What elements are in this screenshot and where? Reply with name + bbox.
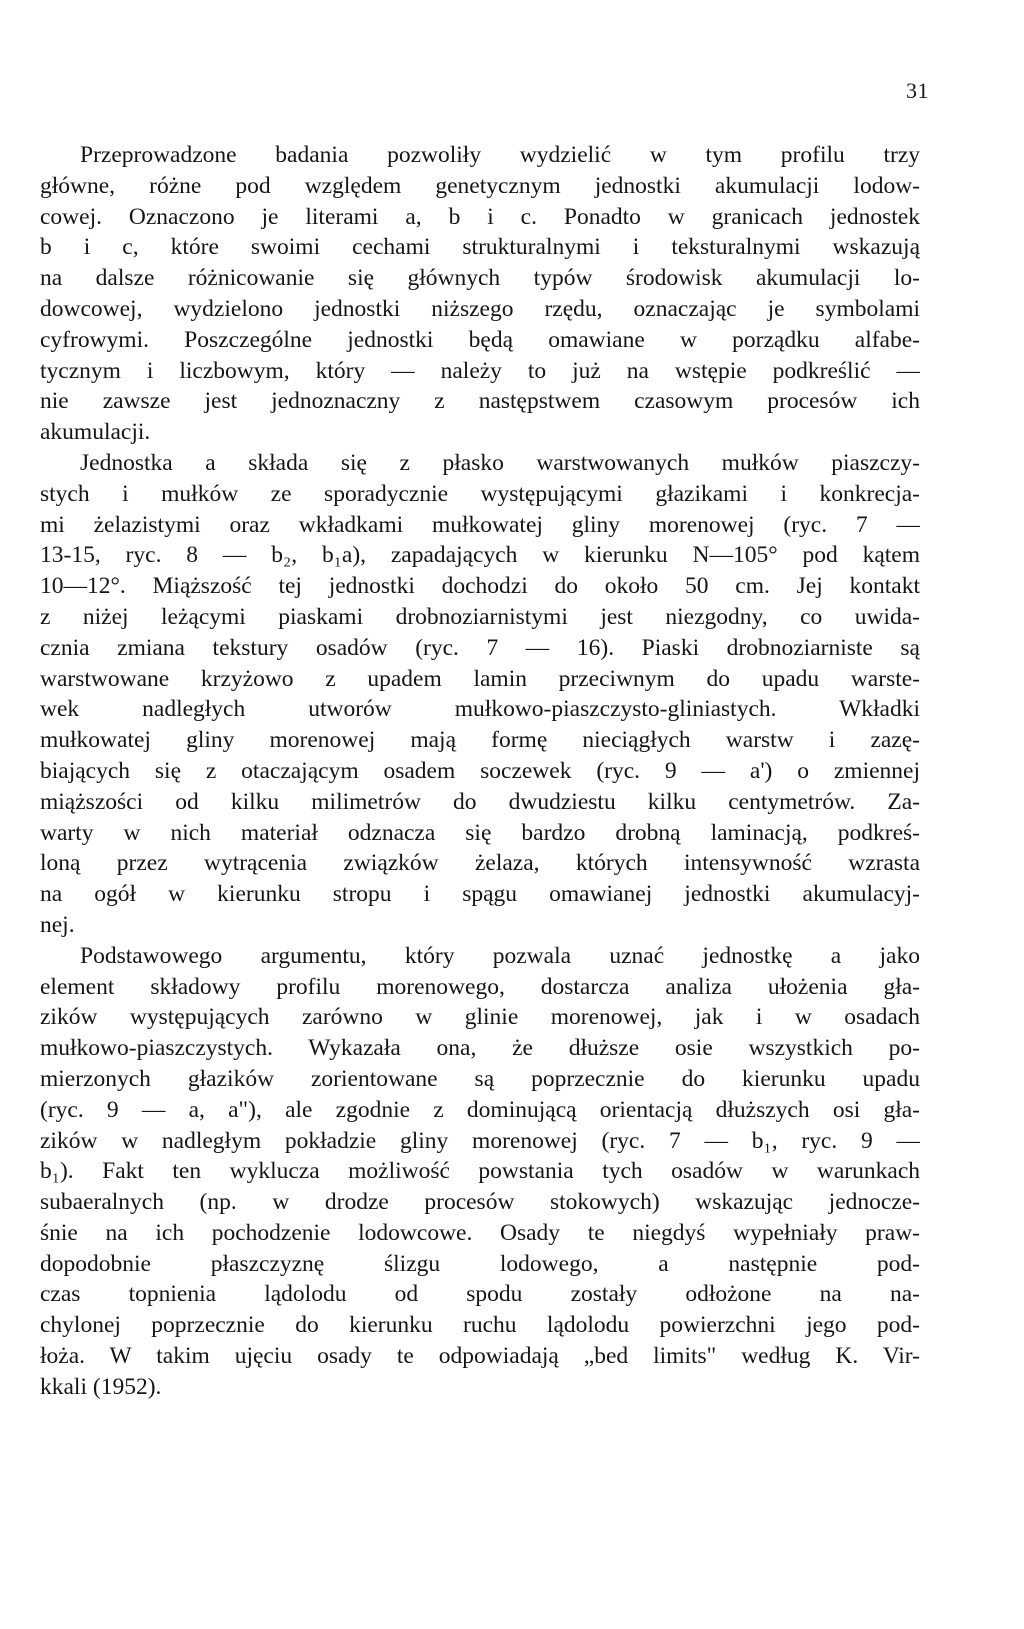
text-line: warty w nich materiał odznacza się bardzo drobną laminacją, podkreś- — [40, 819, 920, 846]
text-line: z niżej leżącymi piaskami drobnoziarnistymi jest niezgodny, co uwida- — [40, 603, 920, 630]
text-line: nej. — [40, 911, 75, 938]
text-line: cznia zmiana tekstury osadów (ryc. 7 — 16). Piaski drobnoziarniste są — [40, 634, 920, 661]
text-line: wek nadległych utworów mułkowo-piaszczysto-gliniastych. Wkładki — [40, 696, 920, 723]
text-line: b i c, które swoimi cechami strukturalnymi i teksturalnymi wskazują — [40, 234, 920, 261]
text-line: kkali (1952). — [40, 1373, 162, 1400]
text-line: Jednostka a składa się z płasko warstwowanych mułków piaszczy- — [80, 449, 920, 476]
paragraph — [40, 941, 920, 1403]
text-line: dowcowej, wydzielono jednostki niższego rzędu, oznaczając je symbolami — [40, 295, 920, 322]
text-line: subaeralnych (np. w drodze procesów stokowych) wskazując jednocze- — [40, 1189, 920, 1216]
text-line: 10—12°. Miąższość tej jednostki dochodzi do około 50 cm. Jej kontakt — [40, 573, 920, 600]
text-line: zików w nadległym pokładzie gliny morenowej (ryc. 7 — b₁, ryc. 9 — — [40, 1127, 920, 1154]
text-line: 13-15, ryc. 8 — b₂, b₁a), zapadających w kierunku N—105° pod kątem — [40, 542, 920, 569]
text-line: mułkowo-piaszczystych. Wykazała ona, że dłuższe osie wszystkich po- — [40, 1035, 920, 1062]
text-line: na dalsze różnicowanie się głównych typów środowisk akumulacji lo- — [40, 265, 920, 292]
text-line: Podstawowego argumentu, który pozwala uznać jednostkę a jako — [80, 942, 920, 969]
text-line: chylonej poprzecznie do kierunku ruchu lądolodu powierzchni jego pod- — [40, 1312, 920, 1339]
text-line: biających się z otaczającym osadem soczewek (ryc. 9 — a') o zmiennej — [40, 757, 920, 784]
text-line: miąższości od kilku milimetrów do dwudziestu kilku centymetrów. Za- — [40, 788, 920, 815]
paragraph — [40, 140, 920, 448]
text-line: warstwowane krzyżowo z upadem lamin przeciwnym do upadu warste- — [40, 665, 920, 692]
text-line: czas topnienia lądolodu od spodu zostały odłożone na na- — [40, 1281, 920, 1308]
text-line: mi żelazistymi oraz wkładkami mułkowatej gliny morenowej (ryc. 7 — — [40, 511, 920, 538]
text-line: akumulacji. — [40, 419, 151, 446]
text-line: śnie na ich pochodzenie lodowcowe. Osady te niegdyś wypełniały praw- — [40, 1219, 920, 1246]
text-line: b₁). Fakt ten wyklucza możliwość powstania tych osadów w warunkach — [40, 1158, 920, 1185]
text-line: stych i mułków ze sporadycznie występującymi głazikami i konkrecja- — [40, 480, 920, 507]
text-line: dopodobnie płaszczyznę ślizgu lodowego, a następnie pod- — [40, 1250, 920, 1277]
text-line: Przeprowadzone badania pozwoliły wydzielić w tym profilu trzy — [80, 142, 920, 168]
page-number: 31 — [906, 78, 929, 103]
text-line: tycznym i liczbowym, który — należy to już na wstępie podkreślić — — [40, 357, 920, 384]
text-line: łoża. W takim ujęciu osady te odpowiadają „bed limits" według K. Vir- — [40, 1343, 920, 1370]
text-line: mułkowatej gliny morenowej mają formę nieciągłych warstw i zazę- — [40, 727, 920, 754]
text-line: element składowy profilu morenowego, dostarcza analiza ułożenia gła- — [40, 973, 920, 1000]
text-line: mierzonych głazików zorientowane są poprzecznie do kierunku upadu — [40, 1065, 920, 1092]
text-line: cyfrowymi. Poszczególne jednostki będą omawiane w porządku alfabe- — [40, 326, 920, 353]
text-line: loną przez wytrącenia związków żelaza, których intensywność wzrasta — [40, 850, 920, 877]
text-line: główne, różne pod względem genetycznym jednostki akumulacji lodow- — [40, 172, 920, 199]
text-line: nie zawsze jest jednoznaczny z następstwem czasowym procesów ich — [40, 388, 920, 415]
body-text — [40, 140, 920, 1403]
text-line: na ogół w kierunku stropu i spągu omawianej jednostki akumulacyj- — [40, 881, 920, 908]
paragraph — [40, 448, 920, 941]
text-line: cowej. Oznaczono je literami a, b i c. Ponadto w granicach jednostek — [40, 203, 920, 230]
text-line: zików występujących zarówno w glinie morenowej, jak i w osadach — [40, 1004, 920, 1031]
text-line: (ryc. 9 — a, a"), ale zgodnie z dominującą orientacją dłuższych osi gła- — [40, 1096, 920, 1123]
